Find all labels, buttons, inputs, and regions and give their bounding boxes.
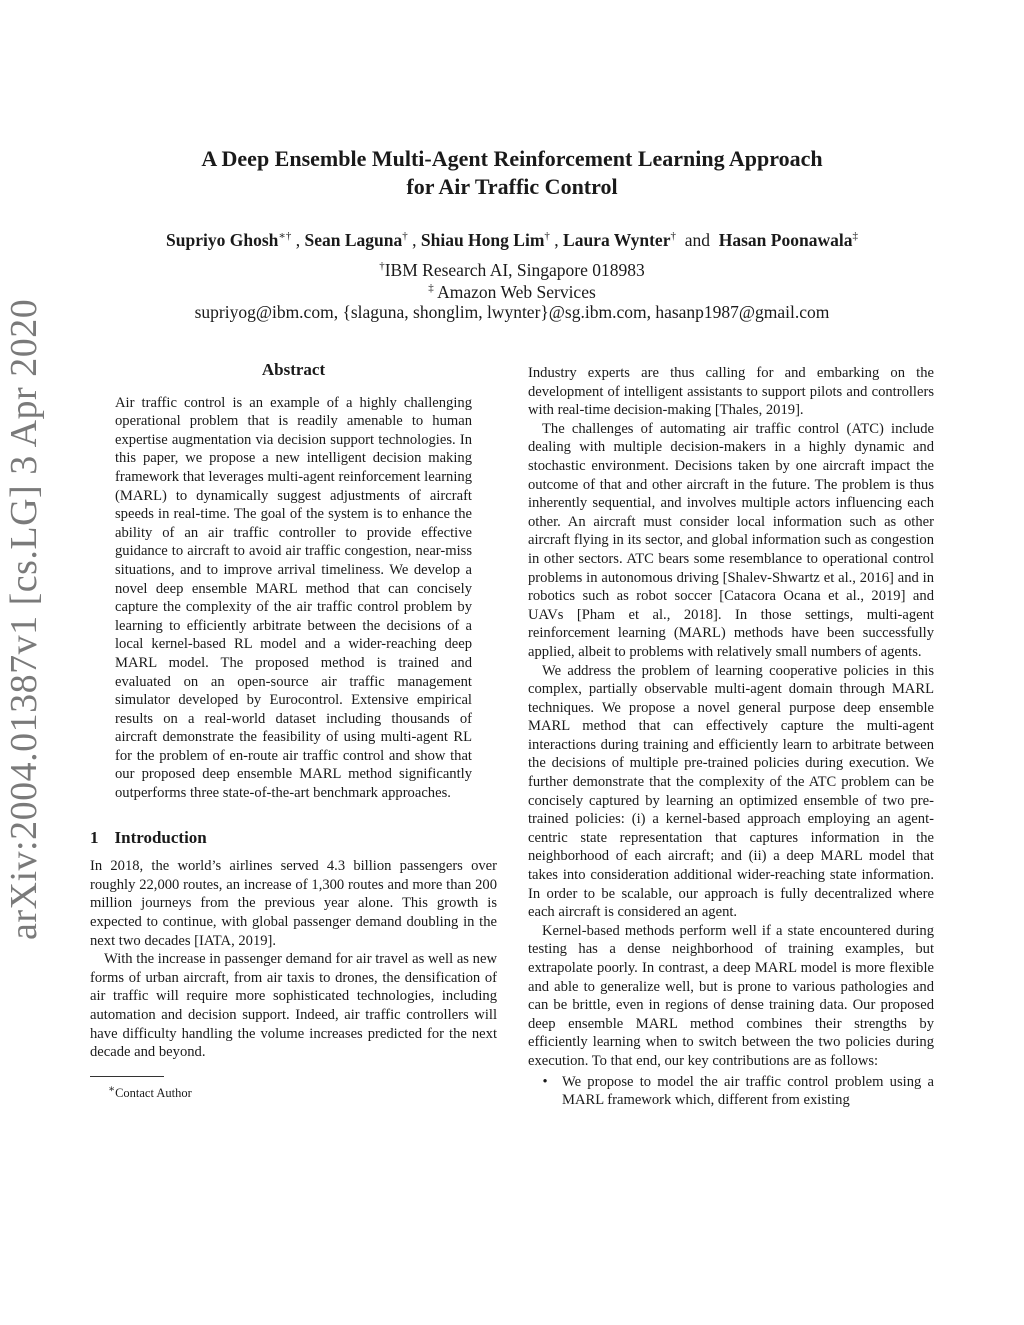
author-separator: , <box>412 229 417 250</box>
affiliation-text: IBM Research AI, Singapore 018983 <box>384 259 645 280</box>
author-mark: † <box>402 230 408 242</box>
affiliation-mark: † <box>379 260 385 272</box>
left-column <box>90 361 497 1103</box>
footnote-text: Contact Author <box>115 1085 192 1100</box>
author-name: Supriyo Ghosh <box>166 229 279 250</box>
affiliation-mark: ‡ <box>428 282 434 294</box>
intro-paragraph-2: With the increase in passenger demand for air travel as well as new forms of urban aircraft, from air taxis to drones, the densification of air traffic will require more sophisticated technologies, including automation and decision support. Indeed, air traffic controllers will have difficulty handling the volume increases predicted for the next decade and beyond. <box>90 951 497 1061</box>
right-paragraph-1: Industry experts are thus calling for and embarking on the development of intelligent assistants to support pilots and controllers with real-time decision-making [Thales, 2019]. <box>528 365 934 419</box>
title-line-1: A Deep Ensemble Multi-Agent Reinforcement Learning Approach <box>201 146 823 171</box>
author-emails: supriyog@ibm.com, {slaguna, shonglim, lwynter}@sg.ibm.com, hasanp1987@gmail.com <box>194 302 830 322</box>
footnote-mark: ∗ <box>108 1083 116 1095</box>
author-mark: ∗† <box>278 230 292 242</box>
affiliation-amazon <box>0 277 1024 303</box>
author-name: Hasan Poonawala <box>718 229 853 250</box>
bullet-text: We propose to model the air traffic control problem using a MARL framework which, different from existing <box>562 1073 934 1109</box>
abstract-text: Air traffic control is an example of a highly challenging operational problem that is readily amenable to human expertise augmentation via decision support technologies. In this paper, we propose a new intelligent decision making framework that leverages multi-agent reinforcement learning (MARL) to dynamically suggest adjustments of aircraft speeds in real-time. The goal of the system is to enhance the ability of an air traffic controller to provide effective guidance to aircraft to avoid air traffic congestion, near-miss situations, and to improve arrival timeliness. We develop a novel deep ensemble MARL method that can concisely capture the complexity of the air traffic control problem by learning to efficiently arbitrate between the decisions of a local kernel-based RL model and a wider-reaching deep MARL model. The proposed method is trained and evaluated on an open-source air traffic management simulator developed by Eurocontrol. Extensive empirical results on a real-world dataset including thousands of aircraft demonstrate the feasibility of using multi-agent RL for the problem of en-route air traffic control and show that our proposed deep ensemble MARL method significantly outperforms three state-of-the-art benchmark approaches. <box>115 394 472 802</box>
contribution-bullet <box>528 1073 934 1110</box>
author-mark: † <box>544 230 550 242</box>
right-column <box>528 364 934 1110</box>
author-separator: , <box>295 229 301 250</box>
footnote <box>90 1076 497 1103</box>
right-paragraph-4: Kernel-based methods perform well if a state encountered during testing has a dense neighborhood of training examples, but extrapolate poorly. In contrast, a deep MARL model is more flexible and able to generalize well, but is prone to various pathologies and can be brittle, even in regions of dense training data. Our proposed deep ensemble MARL method combines their strengths by efficiently learning when to switch between the two policies during execution. To that end, our key contributions are as follows: <box>528 922 934 1069</box>
author-separator: , <box>554 229 559 250</box>
abstract-heading: Abstract <box>261 360 326 379</box>
author-and: and <box>684 229 710 250</box>
title-line-2: for Air Traffic Control <box>406 174 618 199</box>
author-name: Laura Wynter <box>563 229 671 250</box>
right-paragraph-2: The challenges of automating air traffic control (ATC) include dealing with multiple decision-makers in a highly dynamic and stochastic environment. Decisions taken by one aircraft impact the outcome of that and other aircraft in the future. The problem is thus inherently sequential, and involves multiple actors influencing each other. An aircraft must consider local information such as other aircraft flying in its sector, and global information such as congestion in other sectors. ATC bears some resemblance to operational control problems in autonomous driving [Shalev-Shwartz et al., 2016] and in robotics such as robot soccer [Catacora Ocana et al., 2019] and UAVs [Pham et al., 2018]. In those settings, multi-agent reinforcement learning (MARL) methods have been successfully applied, albeit to problems with relatively small numbers of agents. <box>528 420 934 660</box>
author-name: Shiau Hong Lim <box>420 229 545 250</box>
author-mark: ‡ <box>852 230 858 242</box>
bullet-symbol: • <box>542 1073 548 1090</box>
paper-title <box>0 145 1024 201</box>
footnote-rule <box>90 1076 164 1077</box>
arxiv-stamp: arXiv:2004.01387v1 [cs.LG] 3 Apr 2020 <box>3 298 45 940</box>
affiliation-text: Amazon Web Services <box>437 281 596 302</box>
author-name: Sean Laguna <box>304 229 403 250</box>
right-paragraph-3: We address the problem of learning cooperative policies in this complex, partially observable multi-agent domain through MARL techniques. We propose a novel general purpose deep ensemble MARL method that can effectively capture the multi-agent interactions during training and efficiently learn to arbitrate between the decisions of multiple pre-trained policies during execution. We further demonstrate that the complexity of the ATC problem can be concisely captured by learning an optimized ensemble of two pre-trained policies: (i) a kernel-based approach employing an agent-centric state representation that captures information in the neighborhood of each aircraft; and (ii) a deep MARL model that takes into consideration additional wider-reaching state information. In order to be scalable, our approach is fully decentralized where each aircraft is considered an agent. <box>528 662 934 921</box>
intro-paragraph-1: In 2018, the world’s airlines served 4.3 billion passengers over roughly 22,000 routes, an increase of 1,300 routes and more than 200 million journeys from the previous year alone. This growth is expected to continue, with global passenger demand doubling in the next two decades [IATA, 2019]. <box>90 858 497 949</box>
author-list <box>0 225 1024 251</box>
section-heading-introduction <box>90 829 497 848</box>
section-number: 1 <box>90 827 99 847</box>
section-title: Introduction <box>114 827 207 847</box>
author-mark: † <box>670 230 676 242</box>
